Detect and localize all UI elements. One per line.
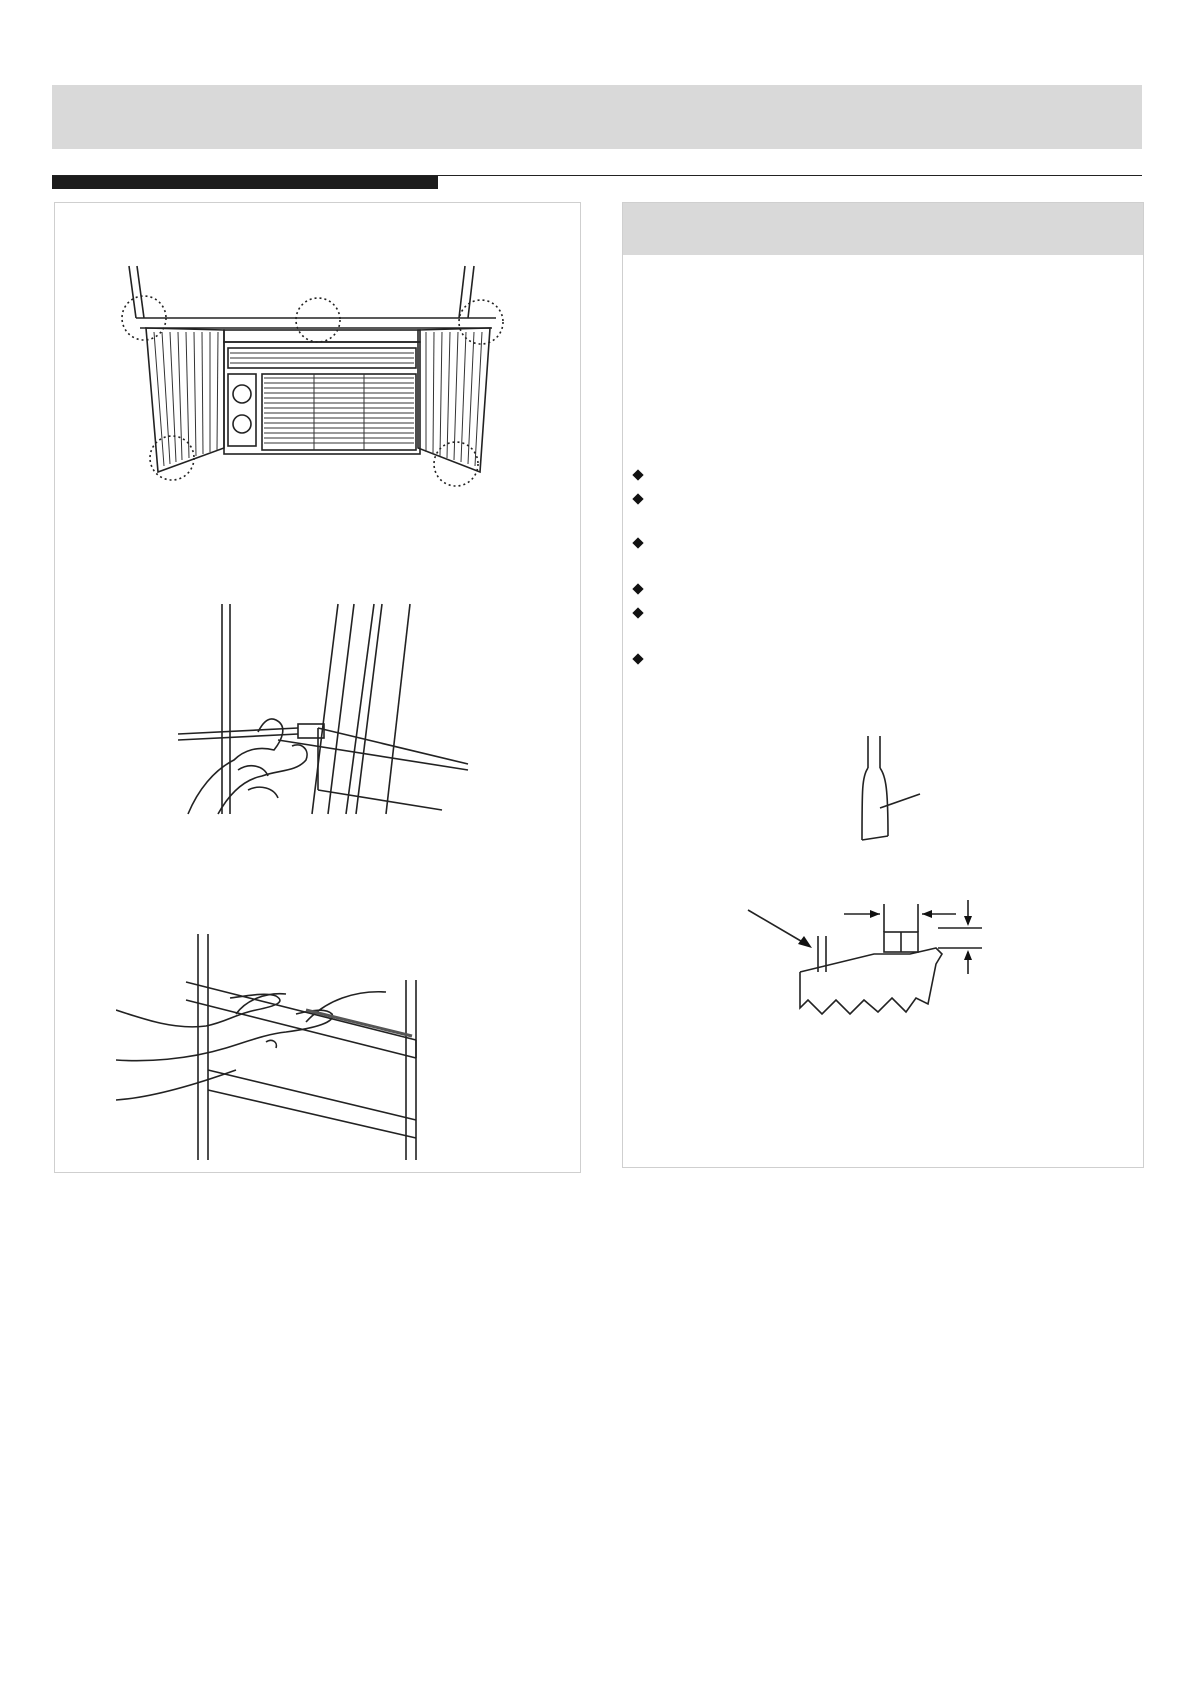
bullet-item (634, 466, 642, 484)
diamond-bullet-icon (632, 653, 643, 664)
bullet-item (634, 580, 642, 598)
diamond-bullet-icon (632, 607, 643, 618)
bullet-item (634, 534, 642, 552)
diamond-bullet-icon (632, 493, 643, 504)
diamond-bullet-icon (632, 469, 643, 480)
foam-seal-figure (116, 930, 436, 1160)
diamond-bullet-icon (632, 537, 643, 548)
sealing-strip-figure (858, 732, 948, 842)
bullet-item (634, 650, 642, 668)
section-rule-accent (52, 176, 438, 189)
diamond-bullet-icon (632, 583, 643, 594)
bullet-item (634, 604, 642, 622)
drill-bracket-figure (178, 600, 478, 816)
unit-in-window-figure (110, 262, 510, 498)
bullet-item (634, 490, 642, 508)
right-panel-heading (623, 203, 1143, 255)
header-band (52, 85, 1142, 149)
sill-profile-figure (742, 896, 992, 1026)
